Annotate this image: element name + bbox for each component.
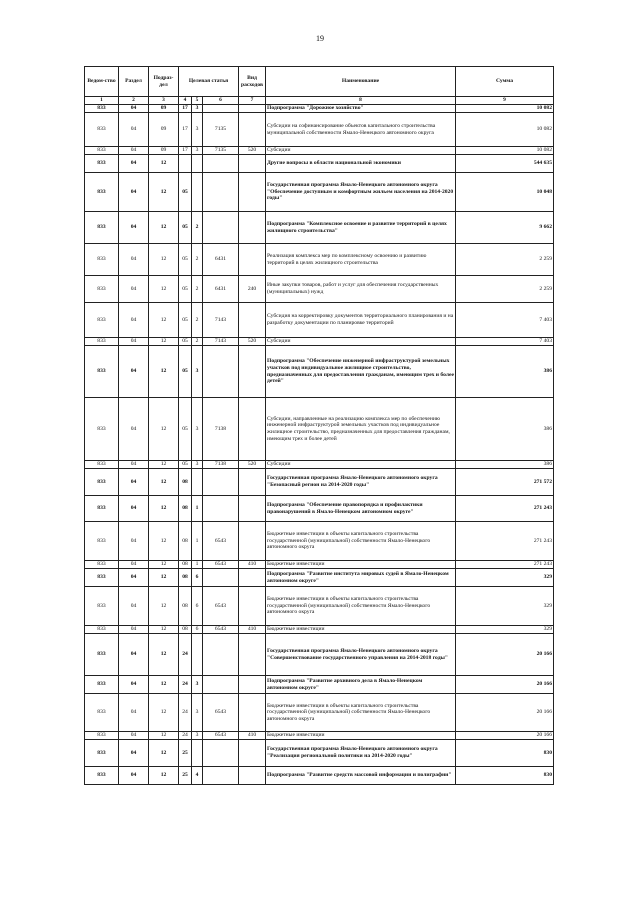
header-expense-type: Вид расходов: [239, 67, 266, 97]
cell-target-program: 05: [179, 212, 192, 244]
cell-target-direction: [203, 212, 239, 244]
cell-name: Бюджетные инвестиции: [266, 732, 456, 740]
cell-sum: 544 635: [456, 155, 554, 173]
cell-expense-type: [239, 173, 266, 212]
cell-sum: 10 082: [456, 147, 554, 155]
column-number: 2: [119, 97, 149, 105]
cell-target-program: 24: [179, 676, 192, 694]
cell-razdel: 04: [119, 634, 149, 676]
cell-expense-type: [239, 634, 266, 676]
cell-target-subprogram: 1: [192, 561, 203, 569]
cell-target-direction: 6543: [203, 561, 239, 569]
cell-name: Бюджетные инвестиции в объекты капитального строительства государственной (муниципальной) собственности Ямало-Ненецкого автономного округа: [266, 522, 456, 561]
cell-name: Субсидия на корректировку документов территориального планирования и на разработку документации по планировке территорий: [266, 303, 456, 338]
table-row: [85, 496, 554, 522]
table-row: [85, 522, 554, 561]
cell-razdel: 04: [119, 561, 149, 569]
header-podrazdel: Подраз-дел: [149, 67, 179, 97]
table-body: [85, 105, 554, 785]
cell-razdel: 04: [119, 587, 149, 626]
cell-target-direction: 7138: [203, 398, 239, 461]
cell-vedomstvo: 833: [85, 740, 119, 767]
column-number: 4: [179, 97, 192, 105]
cell-target-direction: [203, 155, 239, 173]
cell-vedomstvo: 833: [85, 346, 119, 398]
cell-target-direction: [203, 346, 239, 398]
cell-expense-type: [239, 212, 266, 244]
cell-target-program: 24: [179, 634, 192, 676]
header-target-article: Целевая статья: [179, 67, 239, 97]
cell-razdel: 04: [119, 767, 149, 785]
cell-expense-type: [239, 155, 266, 173]
cell-target-subprogram: 1: [192, 496, 203, 522]
cell-vedomstvo: 833: [85, 113, 119, 147]
cell-podrazdel: 09: [149, 147, 179, 155]
cell-sum: 386: [456, 461, 554, 469]
cell-target-subprogram: 6: [192, 569, 203, 587]
cell-sum: 20 166: [456, 694, 554, 732]
table-row: [85, 212, 554, 244]
cell-target-direction: [203, 676, 239, 694]
cell-target-subprogram: 3: [192, 398, 203, 461]
cell-target-subprogram: 3: [192, 113, 203, 147]
cell-expense-type: 520: [239, 461, 266, 469]
cell-target-direction: [203, 634, 239, 676]
cell-expense-type: [239, 587, 266, 626]
cell-target-subprogram: [192, 740, 203, 767]
cell-target-direction: [203, 767, 239, 785]
cell-expense-type: [239, 469, 266, 496]
cell-razdel: 04: [119, 173, 149, 212]
cell-sum: 10 048: [456, 173, 554, 212]
cell-expense-type: [239, 398, 266, 461]
column-number: 9: [456, 97, 554, 105]
cell-target-direction: 6543: [203, 694, 239, 732]
cell-sum: 329: [456, 626, 554, 634]
cell-sum: 10 082: [456, 105, 554, 113]
cell-expense-type: [239, 346, 266, 398]
cell-target-program: 05: [179, 276, 192, 303]
cell-name: Государственная программа Ямало-Ненецкого автономного округа "Реализация региональной политики на 2014-2020 годы": [266, 740, 456, 767]
cell-podrazdel: 12: [149, 634, 179, 676]
cell-podrazdel: 12: [149, 244, 179, 276]
cell-sum: 830: [456, 740, 554, 767]
cell-target-subprogram: 2: [192, 212, 203, 244]
table-row: [85, 569, 554, 587]
cell-vedomstvo: 833: [85, 561, 119, 569]
cell-vedomstvo: 833: [85, 732, 119, 740]
cell-target-subprogram: 3: [192, 105, 203, 113]
cell-expense-type: 520: [239, 147, 266, 155]
cell-sum: 271 243: [456, 496, 554, 522]
cell-name: Подпрограмма "Развитие института мировых судей в Ямало-Ненецком автономном округе": [266, 569, 456, 587]
cell-vedomstvo: 833: [85, 212, 119, 244]
cell-target-program: 08: [179, 561, 192, 569]
cell-target-direction: 6543: [203, 522, 239, 561]
cell-razdel: 04: [119, 626, 149, 634]
cell-podrazdel: 12: [149, 740, 179, 767]
cell-sum: 7 403: [456, 303, 554, 338]
cell-name: Подпрограмма "Дорожное хозяйство": [266, 105, 456, 113]
cell-razdel: 04: [119, 522, 149, 561]
cell-vedomstvo: 833: [85, 469, 119, 496]
column-number: 6: [203, 97, 239, 105]
cell-vedomstvo: 833: [85, 398, 119, 461]
cell-name: Субсидии: [266, 147, 456, 155]
cell-sum: 386: [456, 346, 554, 398]
cell-name: Субсидии: [266, 338, 456, 346]
cell-target-direction: 7143: [203, 338, 239, 346]
cell-expense-type: [239, 303, 266, 338]
cell-target-subprogram: [192, 173, 203, 212]
cell-podrazdel: 12: [149, 496, 179, 522]
cell-podrazdel: 12: [149, 676, 179, 694]
cell-vedomstvo: 833: [85, 173, 119, 212]
cell-name: Другие вопросы в области национальной экономики: [266, 155, 456, 173]
cell-name: Субсидии на софинансирование объектов капитального строительства муниципальной собственности Ямало-Ненецкого автономного округа: [266, 113, 456, 147]
cell-vedomstvo: 833: [85, 276, 119, 303]
cell-razdel: 04: [119, 303, 149, 338]
cell-vedomstvo: 833: [85, 676, 119, 694]
cell-expense-type: 520: [239, 338, 266, 346]
cell-target-subprogram: 3: [192, 694, 203, 732]
cell-podrazdel: 12: [149, 561, 179, 569]
cell-expense-type: [239, 694, 266, 732]
cell-expense-type: [239, 496, 266, 522]
cell-sum: 386: [456, 398, 554, 461]
table-row: [85, 105, 554, 113]
cell-sum: 830: [456, 767, 554, 785]
cell-podrazdel: 12: [149, 587, 179, 626]
cell-name: Бюджетные инвестиции в объекты капитального строительства государственной (муниципальной) собственности Ямало-Ненецкого автономного округа: [266, 587, 456, 626]
cell-podrazdel: 12: [149, 155, 179, 173]
cell-target-program: 17: [179, 147, 192, 155]
table-row: [85, 338, 554, 346]
cell-expense-type: 240: [239, 276, 266, 303]
cell-razdel: 04: [119, 346, 149, 398]
cell-razdel: 04: [119, 676, 149, 694]
cell-target-program: 05: [179, 303, 192, 338]
cell-vedomstvo: 833: [85, 461, 119, 469]
cell-target-subprogram: [192, 469, 203, 496]
cell-vedomstvo: 833: [85, 634, 119, 676]
table-row: [85, 147, 554, 155]
cell-target-program: 17: [179, 113, 192, 147]
cell-vedomstvo: 833: [85, 338, 119, 346]
cell-podrazdel: 12: [149, 212, 179, 244]
cell-vedomstvo: 833: [85, 105, 119, 113]
cell-sum: 2 259: [456, 244, 554, 276]
cell-expense-type: [239, 676, 266, 694]
table-row: [85, 244, 554, 276]
cell-target-program: 05: [179, 398, 192, 461]
cell-target-subprogram: 3: [192, 147, 203, 155]
cell-vedomstvo: 833: [85, 587, 119, 626]
cell-target-direction: 7135: [203, 147, 239, 155]
cell-target-program: 25: [179, 740, 192, 767]
cell-target-direction: 6431: [203, 276, 239, 303]
table-row: [85, 694, 554, 732]
cell-target-direction: [203, 105, 239, 113]
cell-vedomstvo: 833: [85, 244, 119, 276]
cell-sum: 20 166: [456, 676, 554, 694]
cell-target-program: 24: [179, 732, 192, 740]
cell-podrazdel: 09: [149, 113, 179, 147]
cell-vedomstvo: 833: [85, 569, 119, 587]
cell-target-subprogram: 3: [192, 676, 203, 694]
column-number: 1: [85, 97, 119, 105]
cell-podrazdel: 12: [149, 338, 179, 346]
cell-expense-type: 410: [239, 732, 266, 740]
cell-expense-type: 410: [239, 561, 266, 569]
cell-target-subprogram: 2: [192, 276, 203, 303]
cell-target-program: 08: [179, 469, 192, 496]
header-vedomstvo: Ведом-ство: [85, 67, 119, 97]
table-row: [85, 155, 554, 173]
cell-razdel: 04: [119, 569, 149, 587]
table-row: [85, 113, 554, 147]
cell-razdel: 04: [119, 694, 149, 732]
cell-target-direction: [203, 740, 239, 767]
cell-razdel: 04: [119, 147, 149, 155]
table-row: [85, 173, 554, 212]
table-row: [85, 676, 554, 694]
table-row: [85, 587, 554, 626]
cell-podrazdel: 09: [149, 105, 179, 113]
table-row: [85, 732, 554, 740]
cell-expense-type: [239, 105, 266, 113]
header-razdel: Раздел: [119, 67, 149, 97]
column-number: 5: [192, 97, 203, 105]
cell-target-direction: 7135: [203, 113, 239, 147]
cell-target-subprogram: 3: [192, 346, 203, 398]
cell-target-subprogram: 4: [192, 767, 203, 785]
cell-podrazdel: 12: [149, 694, 179, 732]
header-name: Наименование: [266, 67, 456, 97]
cell-target-direction: [203, 569, 239, 587]
cell-target-program: 08: [179, 587, 192, 626]
header-row: [85, 67, 554, 97]
cell-vedomstvo: 833: [85, 626, 119, 634]
table-row: [85, 740, 554, 767]
cell-razdel: 04: [119, 113, 149, 147]
cell-sum: 20 166: [456, 634, 554, 676]
cell-target-program: 08: [179, 626, 192, 634]
table-row: [85, 303, 554, 338]
cell-name: Бюджетные инвестиции в объекты капитального строительства государственной (муниципальной) собственности Ямало-Ненецкого автономного округа: [266, 694, 456, 732]
cell-sum: 7 403: [456, 338, 554, 346]
column-number: 3: [149, 97, 179, 105]
cell-target-subprogram: 6: [192, 626, 203, 634]
cell-target-direction: 6431: [203, 244, 239, 276]
cell-name: Бюджетные инвестиции: [266, 561, 456, 569]
cell-podrazdel: 12: [149, 626, 179, 634]
cell-target-subprogram: 2: [192, 338, 203, 346]
cell-target-subprogram: 2: [192, 303, 203, 338]
cell-razdel: 04: [119, 244, 149, 276]
cell-name: Подпрограмма "Обеспечение правопорядка и профилактики правонарушений в Ямало-Ненецком автономном округе": [266, 496, 456, 522]
cell-razdel: 04: [119, 732, 149, 740]
cell-razdel: 04: [119, 276, 149, 303]
cell-target-subprogram: 6: [192, 587, 203, 626]
cell-expense-type: [239, 569, 266, 587]
cell-name: Реализация комплекса мер по комплексному освоению и развитию территорий в целях жилищного строительства: [266, 244, 456, 276]
cell-sum: 271 572: [456, 469, 554, 496]
cell-razdel: 04: [119, 398, 149, 461]
cell-name: Субсидии, направленные на реализацию комплекса мер по обеспечению инженерной инфраструктурой земельных участков под индивидуальное жилищное строительство, предназначенных для предоставления гражданам, имеющим трех и более детей: [266, 398, 456, 461]
cell-vedomstvo: 833: [85, 767, 119, 785]
column-number: 7: [239, 97, 266, 105]
cell-target-subprogram: 1: [192, 522, 203, 561]
table-row: [85, 767, 554, 785]
cell-razdel: 04: [119, 496, 149, 522]
cell-name: Субсидии: [266, 461, 456, 469]
cell-razdel: 04: [119, 469, 149, 496]
cell-razdel: 04: [119, 461, 149, 469]
cell-target-program: 25: [179, 767, 192, 785]
column-number: 8: [266, 97, 456, 105]
cell-target-subprogram: 3: [192, 461, 203, 469]
cell-target-subprogram: [192, 155, 203, 173]
cell-expense-type: 410: [239, 626, 266, 634]
cell-razdel: 04: [119, 155, 149, 173]
cell-sum: 20 166: [456, 732, 554, 740]
cell-razdel: 04: [119, 105, 149, 113]
cell-podrazdel: 12: [149, 732, 179, 740]
cell-target-subprogram: [192, 634, 203, 676]
cell-podrazdel: 12: [149, 173, 179, 212]
cell-target-direction: [203, 496, 239, 522]
cell-podrazdel: 12: [149, 461, 179, 469]
cell-podrazdel: 12: [149, 346, 179, 398]
cell-name: Иные закупки товаров, работ и услуг для обеспечения государственных (муниципальных) нужд: [266, 276, 456, 303]
cell-target-direction: [203, 469, 239, 496]
cell-target-program: 05: [179, 461, 192, 469]
cell-target-program: 05: [179, 346, 192, 398]
cell-target-program: 05: [179, 173, 192, 212]
cell-expense-type: [239, 113, 266, 147]
cell-target-program: 08: [179, 569, 192, 587]
table-row: [85, 469, 554, 496]
cell-podrazdel: 12: [149, 276, 179, 303]
cell-expense-type: [239, 767, 266, 785]
table-row: [85, 626, 554, 634]
cell-target-program: [179, 155, 192, 173]
table-row: [85, 461, 554, 469]
budget-table: [84, 66, 554, 785]
cell-target-program: 08: [179, 496, 192, 522]
cell-sum: 2 259: [456, 276, 554, 303]
table-row: [85, 346, 554, 398]
cell-target-direction: 6543: [203, 587, 239, 626]
column-number-row: [85, 97, 554, 105]
header-sum: Сумма: [456, 67, 554, 97]
table-row: [85, 634, 554, 676]
cell-target-direction: 7138: [203, 461, 239, 469]
cell-target-subprogram: 3: [192, 732, 203, 740]
cell-name: Государственная программа Ямало-Ненецкого автономного округа "Совершенствование государственного управления на 2014-2018 годы": [266, 634, 456, 676]
cell-name: Государственная программа Ямало-Ненецкого автономного округа "Безопасный регион на 2014-2020 годы": [266, 469, 456, 496]
cell-vedomstvo: 833: [85, 303, 119, 338]
cell-name: Подпрограмма "Комплексное освоение и развитие территорий в целях жилищного строительства": [266, 212, 456, 244]
table-row: [85, 398, 554, 461]
cell-razdel: 04: [119, 740, 149, 767]
cell-vedomstvo: 833: [85, 694, 119, 732]
table-row: [85, 276, 554, 303]
cell-sum: 329: [456, 587, 554, 626]
cell-podrazdel: 12: [149, 469, 179, 496]
cell-target-direction: 6543: [203, 732, 239, 740]
cell-sum: 271 243: [456, 522, 554, 561]
cell-target-program: 05: [179, 244, 192, 276]
cell-expense-type: [239, 522, 266, 561]
cell-target-program: 17: [179, 105, 192, 113]
cell-sum: 10 082: [456, 113, 554, 147]
cell-vedomstvo: 833: [85, 155, 119, 173]
cell-target-program: 05: [179, 338, 192, 346]
cell-target-program: 24: [179, 694, 192, 732]
cell-sum: 271 243: [456, 561, 554, 569]
cell-name: Бюджетные инвестиции: [266, 626, 456, 634]
cell-razdel: 04: [119, 338, 149, 346]
cell-expense-type: [239, 740, 266, 767]
table-row: [85, 561, 554, 569]
cell-expense-type: [239, 244, 266, 276]
cell-podrazdel: 12: [149, 398, 179, 461]
cell-vedomstvo: 833: [85, 522, 119, 561]
cell-name: Подпрограмма "Обеспечение инженерной инфраструктурой земельных участков под индивидуальное жилищное строительство, предназначенных для предоставления гражданам, имеющим трех и более детей": [266, 346, 456, 398]
cell-sum: 329: [456, 569, 554, 587]
cell-name: Подпрограмма "Развитие средств массовой информации и полиграфии": [266, 767, 456, 785]
cell-podrazdel: 12: [149, 303, 179, 338]
cell-podrazdel: 12: [149, 767, 179, 785]
cell-sum: 9 662: [456, 212, 554, 244]
cell-vedomstvo: 833: [85, 496, 119, 522]
cell-target-program: 08: [179, 522, 192, 561]
cell-vedomstvo: 833: [85, 147, 119, 155]
cell-target-direction: [203, 173, 239, 212]
cell-target-subprogram: 2: [192, 244, 203, 276]
cell-name: Государственная программа Ямало-Ненецкого автономного округа "Обеспечение доступным и комфортным жильем населения на 2014-2020 годы": [266, 173, 456, 212]
cell-target-direction: 6543: [203, 626, 239, 634]
page-number: 19: [316, 34, 324, 43]
cell-razdel: 04: [119, 212, 149, 244]
cell-target-direction: 7143: [203, 303, 239, 338]
cell-podrazdel: 12: [149, 569, 179, 587]
cell-podrazdel: 12: [149, 522, 179, 561]
cell-name: Подпрограмма "Развитие архивного дела в Ямало-Ненецком автономном округе": [266, 676, 456, 694]
